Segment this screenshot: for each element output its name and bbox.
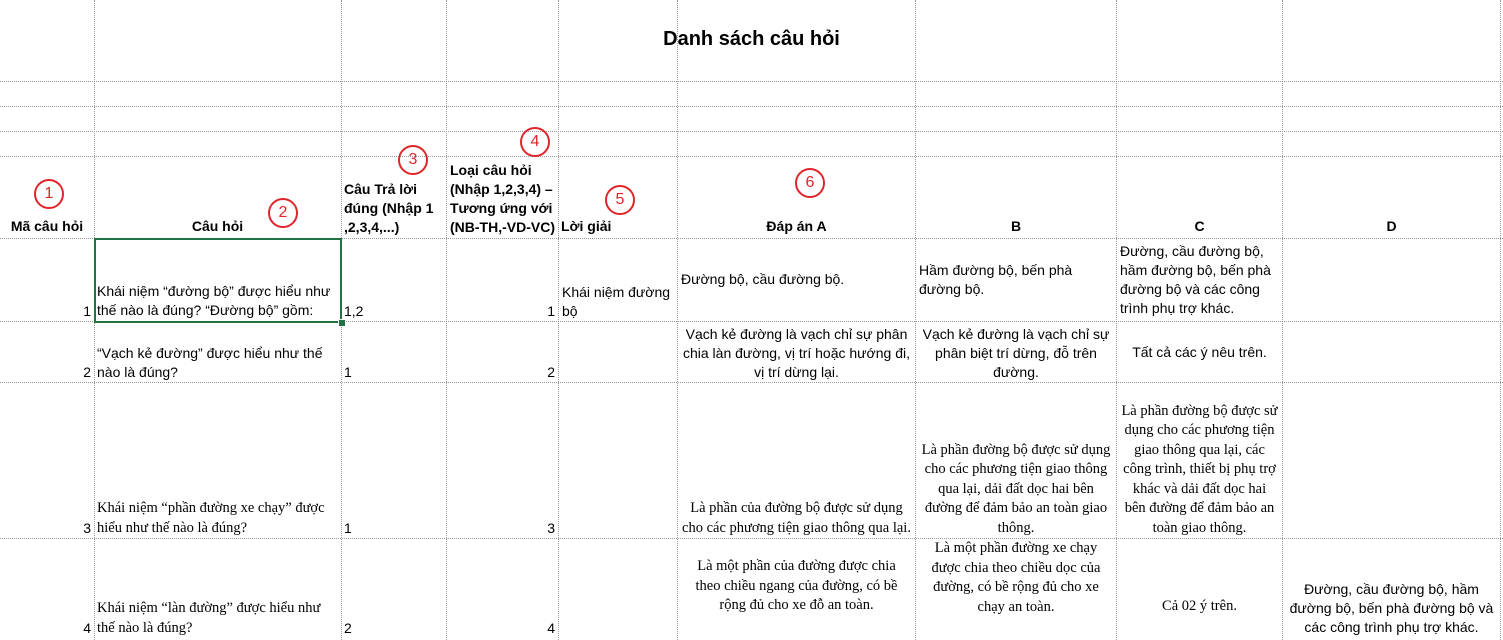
annotation-marker-2: 2 — [268, 198, 298, 228]
row-divider — [0, 106, 1503, 107]
header-option-b[interactable]: B — [1010, 218, 1022, 234]
cell-option-b[interactable]: Hầm đường bộ, bến phà đường bộ. — [919, 262, 1073, 297]
cell-question-type[interactable]: 2 — [547, 364, 555, 380]
sheet-title: Danh sách câu hỏi — [663, 28, 840, 50]
cell-correct-answer[interactable]: 2 — [344, 620, 352, 636]
active-cell-selection — [94, 238, 342, 323]
cell-option-c[interactable]: Tất cả các ý nêu trên. — [1132, 343, 1267, 360]
cell-question[interactable]: “Vạch kẻ đường” được hiểu như thế nào là đúng? — [97, 345, 323, 380]
cell-option-a[interactable]: Đường bộ, cầu đường bộ. — [681, 271, 845, 287]
cell-solution[interactable]: Khái niệm đường bộ — [562, 284, 671, 319]
cell-question[interactable]: Khái niệm “phần đường xe chạy” được hiểu như thế nào là đúng? — [97, 500, 325, 536]
cell-question-type[interactable]: 4 — [547, 620, 555, 636]
column-divider — [1500, 0, 1501, 640]
cell-option-c[interactable]: Cả 02 ý trên. — [1162, 598, 1237, 614]
cell-option-b[interactable]: Vạch kẻ đường là vạch chỉ sự phân biệt trí dừng, đỗ trên đường. — [922, 326, 1110, 380]
annotation-marker-6: 6 — [795, 168, 825, 198]
header-question-id[interactable]: Mã câu hỏi — [10, 218, 84, 234]
cell-solution[interactable] — [559, 383, 677, 538]
header-option-c[interactable]: C — [1194, 218, 1205, 234]
cell-option-d[interactable] — [1283, 322, 1500, 382]
header-option-d[interactable]: D — [1386, 218, 1397, 234]
header-correct-answer[interactable]: Câu Trả lời đúng (Nhập 1 ,2,3,4,...) — [344, 181, 434, 235]
cell-option-c[interactable]: Đường, cầu đường bộ, hầm đường bộ, bến phà đường bộ và các công trình phụ trợ khác. — [1120, 243, 1271, 316]
cell-correct-answer[interactable]: 1 — [344, 364, 352, 380]
cell-solution[interactable] — [559, 539, 677, 640]
annotation-marker-1: 1 — [34, 179, 64, 209]
annotation-marker-3: 3 — [398, 145, 428, 175]
cell-option-a[interactable]: Là phần của đường bộ được sử dụng cho các phương tiện giao thông qua lại. — [682, 500, 911, 536]
cell-question-type[interactable]: 3 — [547, 520, 555, 536]
cell-question-id[interactable]: 2 — [83, 364, 91, 380]
row-divider — [0, 81, 1503, 82]
annotation-marker-4: 4 — [520, 127, 550, 157]
row-divider — [0, 131, 1503, 132]
header-question[interactable]: Câu hỏi — [191, 218, 244, 234]
cell-question-id[interactable]: 1 — [83, 303, 91, 319]
cell-option-a[interactable]: Vạch kẻ đường là vạch chỉ sự phân chia làn đường, vị trí hoặc hướng đi, vị trí dừng lại. — [682, 326, 910, 380]
annotation-marker-5: 5 — [605, 185, 635, 215]
cell-option-d[interactable] — [1283, 239, 1500, 321]
cell-option-b[interactable]: Là phần đường bộ được sử dụng cho các phương tiện giao thông qua lại, dải đất dọc hai bên đường để đảm bảo an toàn giao thông. — [921, 441, 1111, 536]
header-option-a[interactable]: Đáp án A — [766, 218, 827, 234]
cell-option-b[interactable]: Là một phần đường xe chạy được chia theo chiều dọc của đường, có bề rộng đủ cho xe chạy an toàn. — [931, 540, 1101, 615]
cell-question[interactable]: Khái niệm “đường bộ” được hiểu như thế nào là đúng? “Đường bộ” gồm: — [97, 283, 331, 318]
cell-correct-answer[interactable]: 1,2 — [344, 303, 364, 319]
fill-handle[interactable] — [338, 319, 346, 327]
header-question-type[interactable]: Loại câu hỏi (Nhập 1,2,3,4) – Tương ứng với (NB-TH,-VD-VC) — [450, 162, 555, 235]
header-solution[interactable]: Lời giải — [561, 218, 612, 234]
cell-solution[interactable] — [559, 322, 677, 382]
cell-option-d[interactable]: Đường, cầu đường bộ, hầm đường bộ, bến phà đường bộ và các công trình phụ trợ khác. — [1289, 581, 1494, 635]
cell-question-type[interactable]: 1 — [547, 303, 555, 319]
cell-question[interactable]: Khái niệm “làn đường” được hiểu như thế nào là đúng? — [97, 600, 321, 636]
cell-option-c[interactable]: Là phần đường bộ được sử dụng cho các phương tiện giao thông qua lại, các công trình, thiết bị phụ trợ khác và dải đất dọc hai bên đường để đảm bảo an toàn giao thông. — [1121, 402, 1278, 536]
cell-question-id[interactable]: 4 — [83, 620, 91, 636]
cell-correct-answer[interactable]: 1 — [344, 520, 352, 536]
cell-question-id[interactable]: 3 — [83, 520, 91, 536]
cell-option-a[interactable]: Là một phần của đường được chia theo chiều ngang của đường, có bề rộng đủ cho xe đỗ an toàn. — [695, 558, 898, 613]
cell-option-d[interactable] — [1283, 383, 1500, 538]
